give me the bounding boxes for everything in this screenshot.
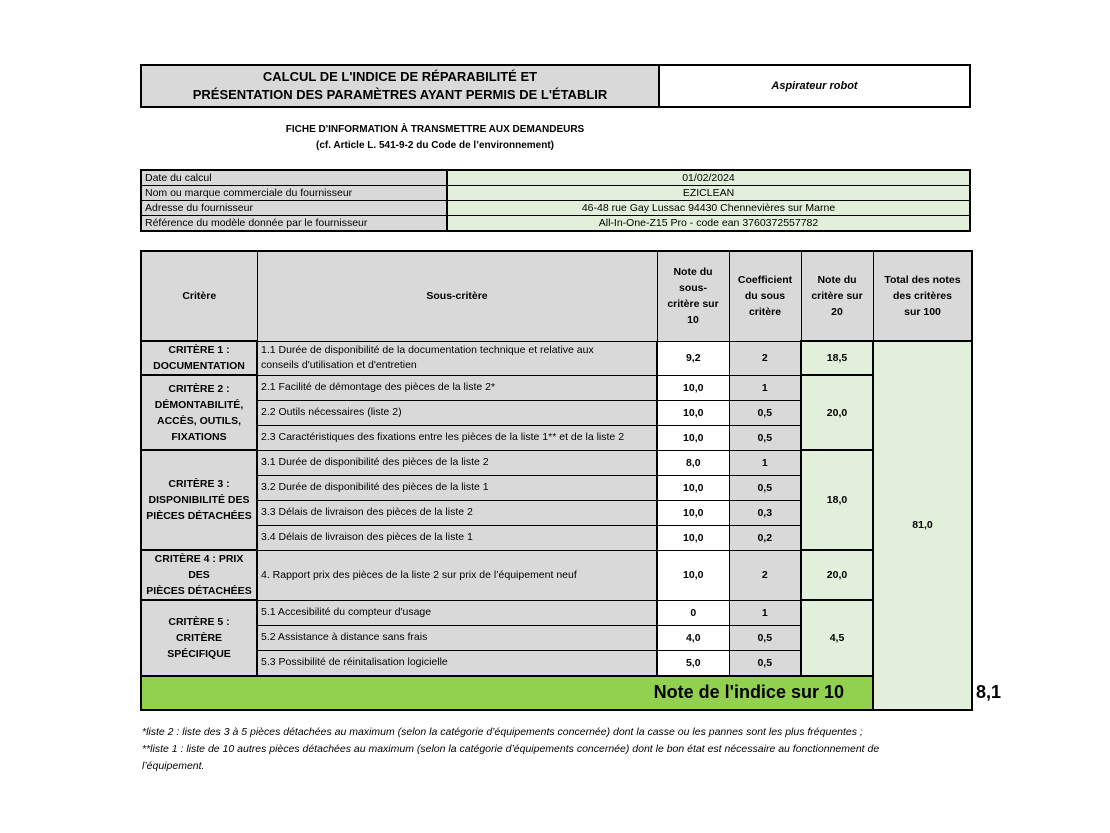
header-coefficient: Coefficient du sous critère bbox=[729, 251, 801, 341]
critere-3-name: CRITÈRE 3 : DISPONIBILITÉ DES PIÈCES DÉTACHÉES bbox=[141, 450, 257, 550]
sous-critere-label: 3.1 Durée de disponibilité des pièces de la liste 2 bbox=[257, 450, 657, 475]
sous-critere-note: 10,0 bbox=[657, 500, 729, 525]
sous-critere-note: 10,0 bbox=[657, 475, 729, 500]
fiche-heading bbox=[210, 122, 660, 154]
document-title bbox=[142, 66, 660, 106]
sous-critere-note: 10,0 bbox=[657, 550, 729, 600]
info-label: Référence du modèle donnée par le fournisseur bbox=[141, 216, 447, 232]
sous-critere-coef: 0,5 bbox=[729, 400, 801, 425]
title-line-2: PRÉSENTATION DES PARAMÈTRES AYANT PERMIS DE L'ÉTABLIR bbox=[192, 87, 608, 102]
info-label: Nom ou marque commerciale du fournisseur bbox=[141, 186, 447, 201]
sous-critere-label: 3.3 Délais de livraison des pièces de la liste 2 bbox=[257, 500, 657, 525]
table-row bbox=[141, 341, 972, 375]
fiche-line-1: FICHE D'INFORMATION À TRANSMETTRE AUX DEMANDEURS bbox=[285, 124, 585, 135]
critere-5-name: CRITÈRE 5 : CRITÈRE SPÉCIFIQUE bbox=[141, 600, 257, 676]
header-note-sous-critere: Note du sous- critère sur 10 bbox=[657, 251, 729, 341]
table-row bbox=[141, 450, 972, 475]
fiche-line-2: (cf. Article L. 541-9-2 du Code de l’environnement) bbox=[315, 140, 554, 151]
sous-critere-label: 4. Rapport prix des pièces de la liste 2 sur prix de l’équipement neuf bbox=[257, 550, 657, 600]
footnote-liste-2: *liste 2 : liste des 3 à 5 pièces détachées au maximum (selon la catégorie d’équipements concernée) dont la casse ou les pannes sont les plus fréquentes ; bbox=[142, 726, 863, 738]
critere-3-note: 18,0 bbox=[801, 450, 873, 550]
sous-critere-label: 5.3 Possibilité de réinitalisation logicielle bbox=[257, 650, 657, 676]
sous-critere-label: 5.2 Assistance à distance sans frais bbox=[257, 625, 657, 650]
info-label: Adresse du fournisseur bbox=[141, 201, 447, 216]
info-row bbox=[141, 201, 970, 216]
header-critere: Critère bbox=[141, 251, 257, 341]
critere-2-note: 20,0 bbox=[801, 375, 873, 450]
title-line-1: CALCUL DE L'INDICE DE RÉPARABILITÉ ET bbox=[262, 69, 538, 84]
info-value: 01/02/2024 bbox=[447, 170, 970, 186]
sous-critere-coef: 0,5 bbox=[729, 475, 801, 500]
sous-critere-coef: 0,5 bbox=[729, 625, 801, 650]
sous-critere-note: 8,0 bbox=[657, 450, 729, 475]
info-row bbox=[141, 216, 970, 232]
footnote-liste-1-continued: l’équipement. bbox=[142, 760, 205, 772]
document-header bbox=[140, 64, 971, 108]
sous-critere-label: 3.2 Durée de disponibilité des pièces de la liste 1 bbox=[257, 475, 657, 500]
total-criteres: 81,0 bbox=[873, 341, 972, 710]
sous-critere-note: 10,0 bbox=[657, 525, 729, 550]
sous-critere-coef: 2 bbox=[729, 550, 801, 600]
header-note-critere: Note du critère sur 20 bbox=[801, 251, 873, 341]
sous-critere-coef: 0,2 bbox=[729, 525, 801, 550]
sous-critere-note: 5,0 bbox=[657, 650, 729, 676]
critere-4-note: 20,0 bbox=[801, 550, 873, 600]
sous-critere-coef: 1 bbox=[729, 450, 801, 475]
sous-critere-note: 10,0 bbox=[657, 400, 729, 425]
info-value: All-In-One-Z15 Pro - code ean 3760372557782 bbox=[447, 216, 970, 232]
table-row bbox=[141, 600, 972, 625]
sous-critere-note: 10,0 bbox=[657, 425, 729, 450]
sous-critere-coef: 1 bbox=[729, 375, 801, 400]
supplier-info-table bbox=[140, 169, 971, 232]
header-sous-critere: Sous-critère bbox=[257, 251, 657, 341]
repairability-table bbox=[140, 250, 1002, 711]
sous-critere-label: 5.1 Accesibilité du compteur d'usage bbox=[257, 600, 657, 625]
sous-critere-coef: 0,5 bbox=[729, 650, 801, 676]
sous-critere-coef: 1 bbox=[729, 600, 801, 625]
sous-critere-coef: 0,5 bbox=[729, 425, 801, 450]
sous-critere-label: 2.3 Caractéristiques des fixations entre les pièces de la liste 1** et de la liste 2 bbox=[257, 425, 657, 450]
info-value: EZICLEAN bbox=[447, 186, 970, 201]
header-total: Total des notes des critères sur 100 bbox=[873, 251, 972, 341]
sous-critere-note: 9,2 bbox=[657, 341, 729, 375]
sous-critere-label: 2.1 Facilité de démontage des pièces de la liste 2* bbox=[257, 375, 657, 400]
footnote-liste-1: **liste 1 : liste de 10 autres pièces détachées au maximum (selon la catégorie d’équipements concernée) dont le bon état est nécessaire au fonctionnement de bbox=[142, 743, 880, 755]
sous-critere-coef: 2 bbox=[729, 341, 801, 375]
sous-critere-label: 2.2 Outils nécessaires (liste 2) bbox=[257, 400, 657, 425]
table-header-row bbox=[141, 251, 972, 341]
info-row bbox=[141, 186, 970, 201]
sous-critere-label: 3.4 Délais de livraison des pièces de la liste 1 bbox=[257, 525, 657, 550]
sous-critere-note: 10,0 bbox=[657, 375, 729, 400]
critere-5-note: 4,5 bbox=[801, 600, 873, 676]
product-category: Aspirateur robot bbox=[660, 66, 969, 106]
final-score-row: Note de l'indice sur 10 8,1 bbox=[141, 676, 972, 710]
critere-2-name: CRITÈRE 2 : DÉMONTABILITÉ, ACCÈS, OUTILS, FIXATIONS bbox=[141, 375, 257, 450]
critere-1-name: CRITÈRE 1 : DOCUMENTATION bbox=[141, 341, 257, 375]
critere-4-name: CRITÈRE 4 : PRIX DES PIÈCES DÉTACHÉES bbox=[141, 550, 257, 600]
info-label: Date du calcul bbox=[141, 170, 447, 186]
final-score-label: Note de l'indice sur 10 bbox=[141, 676, 873, 710]
info-value: 46-48 rue Gay Lussac 94430 Chennevières sur Marne bbox=[447, 201, 970, 216]
table-row bbox=[141, 375, 972, 400]
sous-critere-note: 4,0 bbox=[657, 625, 729, 650]
footnotes bbox=[142, 724, 962, 775]
sous-critere-coef: 0,3 bbox=[729, 500, 801, 525]
table-row bbox=[141, 550, 972, 600]
sous-critere-note: 0 bbox=[657, 600, 729, 625]
info-row bbox=[141, 170, 970, 186]
critere-1-note: 18,5 bbox=[801, 341, 873, 375]
sous-critere-label: 1.1 Durée de disponibilité de la documentation technique et relative aux conseils d'utilisation et d'entretien bbox=[257, 341, 657, 375]
